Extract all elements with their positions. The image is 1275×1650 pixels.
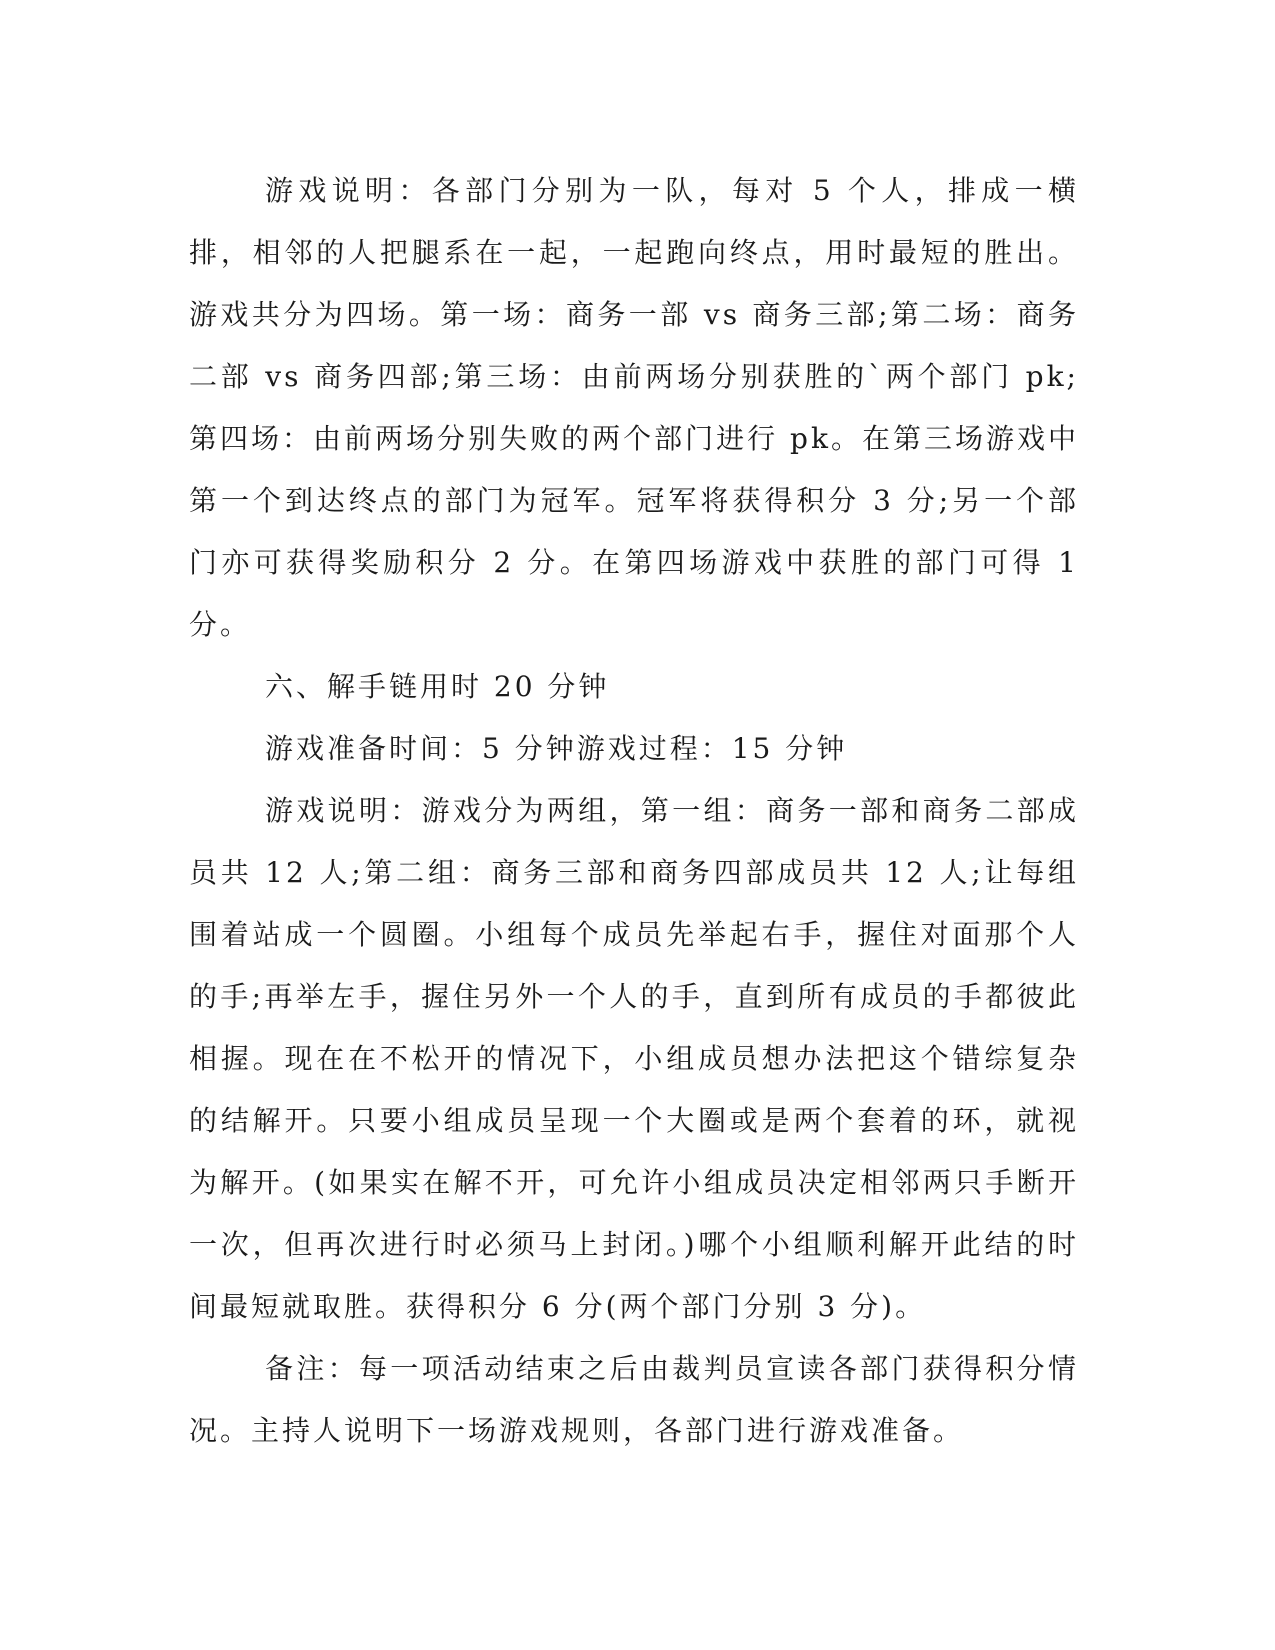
- paragraph-remarks: 备注：每一项活动结束之后由裁判员宣读各部门获得积分情况。主持人说明下一场游戏规则，各部门进行游戏准备。: [189, 1352, 1079, 1447]
- paragraph-game-timing: 游戏准备时间：5 分钟游戏过程：15 分钟: [265, 732, 848, 765]
- paragraph-section-heading: 六、解手链用时 20 分钟: [265, 670, 610, 703]
- paragraph-three-legged-race-rules: 游戏说明：各部门分别为一队，每对 5 个人，排成一横排，相邻的人把腿系在一起，一起跑向终点，用时最短的胜出。游戏共分为四场。第一场：商务一部 vs 商务三部;第二场：商务二部 vs 商务四部;第三场：由前两场分别获胜的`两个部门 pk;第四场：由前两场分别失败的两个部门进行 pk。在第三场游戏中第一个到达终点的部门为冠军。冠军将获得积分 3 分;另一个部门亦可获得奖励积分 2 分。在第四场游戏中获胜的部门可得 1 分。: [189, 174, 1079, 641]
- document-body: [189, 160, 1079, 1462]
- paragraph-human-knot-rules: 游戏说明：游戏分为两组，第一组：商务一部和商务二部成员共 12 人;第二组：商务三部和商务四部成员共 12 人;让每组围着站成一个圆圈。小组每个成员先举起右手，握住对面那个人的手;再举左手，握住另外一个人的手，直到所有成员的手都彼此相握。现在在不松开的情况下，小组成员想办法把这个错综复杂的结解开。只要小组成员呈现一个大圈或是两个套着的环，就视为解开。(如果实在解不开，可允许小组成员决定相邻两只手断开一次，但再次进行时必须马上封闭。)哪个小组顺利解开此结的时间最短就取胜。获得积分 6 分(两个部门分别 3 分)。: [189, 794, 1079, 1323]
